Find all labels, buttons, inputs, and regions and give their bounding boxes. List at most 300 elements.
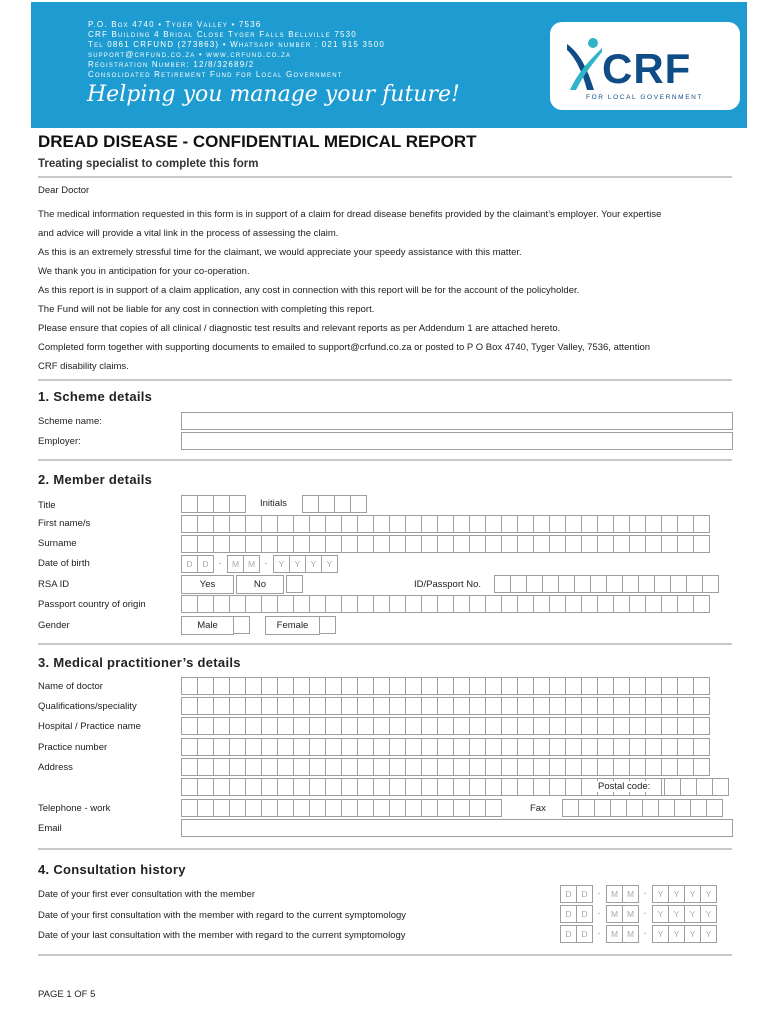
char-box[interactable] (469, 738, 486, 756)
char-box[interactable] (373, 515, 390, 533)
char-box[interactable] (357, 535, 374, 553)
char-box[interactable] (341, 677, 358, 695)
char-box[interactable] (597, 515, 614, 533)
char-box[interactable] (389, 697, 406, 715)
gender-male-check-box[interactable] (233, 616, 249, 634)
char-box[interactable] (293, 697, 310, 715)
char-box[interactable] (453, 758, 470, 776)
char-box[interactable] (197, 738, 214, 756)
char-box[interactable] (277, 717, 294, 735)
char-box[interactable] (517, 758, 534, 776)
char-box[interactable] (277, 535, 294, 553)
char-box[interactable] (213, 738, 230, 756)
char-box[interactable] (437, 738, 454, 756)
char-box[interactable] (261, 535, 278, 553)
char-box[interactable] (629, 515, 646, 533)
char-box[interactable] (213, 717, 230, 735)
char-box[interactable] (501, 595, 518, 613)
char-box[interactable] (581, 515, 598, 533)
date-char-box[interactable]: D (576, 905, 593, 923)
date-char-box[interactable]: Y (700, 905, 717, 923)
char-box[interactable] (293, 677, 310, 695)
char-box[interactable] (373, 677, 390, 695)
char-box[interactable] (245, 717, 262, 735)
date-char-box[interactable]: M (606, 885, 623, 903)
char-box[interactable] (405, 758, 422, 776)
char-box[interactable] (629, 595, 646, 613)
char-box[interactable] (565, 778, 582, 796)
char-box[interactable] (405, 595, 422, 613)
char-box[interactable] (597, 758, 614, 776)
char-box[interactable] (533, 677, 550, 695)
char-box[interactable] (293, 535, 310, 553)
char-box[interactable] (629, 677, 646, 695)
char-box[interactable] (229, 495, 246, 513)
date-char-box[interactable]: Y (652, 905, 669, 923)
char-box[interactable] (642, 799, 659, 817)
char-box[interactable] (517, 778, 534, 796)
char-box[interactable] (658, 799, 675, 817)
char-box[interactable] (469, 535, 486, 553)
char-box[interactable] (197, 515, 214, 533)
char-box[interactable] (389, 717, 406, 735)
char-box[interactable] (597, 677, 614, 695)
char-box[interactable] (693, 738, 710, 756)
char-box[interactable] (197, 697, 214, 715)
char-box[interactable] (453, 697, 470, 715)
char-box[interactable] (677, 717, 694, 735)
char-box[interactable] (421, 535, 438, 553)
char-box[interactable] (302, 495, 319, 513)
char-box[interactable] (405, 738, 422, 756)
char-box[interactable] (562, 799, 579, 817)
char-box[interactable] (373, 717, 390, 735)
char-box[interactable] (277, 758, 294, 776)
char-box[interactable] (261, 515, 278, 533)
char-box[interactable] (197, 677, 214, 695)
char-box[interactable] (485, 758, 502, 776)
char-box[interactable] (373, 595, 390, 613)
char-box[interactable] (325, 515, 342, 533)
char-box[interactable] (245, 799, 262, 817)
char-box[interactable] (597, 738, 614, 756)
char-box[interactable] (686, 575, 703, 593)
char-box[interactable] (437, 697, 454, 715)
char-box[interactable] (245, 535, 262, 553)
char-box[interactable] (597, 697, 614, 715)
char-box[interactable] (421, 799, 438, 817)
char-box[interactable] (389, 778, 406, 796)
char-box[interactable] (405, 535, 422, 553)
char-box[interactable] (325, 595, 342, 613)
char-box[interactable] (213, 515, 230, 533)
char-box[interactable] (213, 535, 230, 553)
date-char-box[interactable]: Y (668, 925, 685, 943)
char-box[interactable] (629, 535, 646, 553)
date-char-box[interactable]: D (560, 925, 577, 943)
first-ever-consultation-date-boxes[interactable] (560, 885, 716, 903)
char-box[interactable] (229, 677, 246, 695)
char-box[interactable] (485, 799, 502, 817)
date-char-box[interactable]: Y (668, 885, 685, 903)
char-box[interactable] (197, 717, 214, 735)
postal-code-boxes[interactable] (664, 778, 728, 796)
char-box[interactable] (213, 697, 230, 715)
char-box[interactable] (645, 677, 662, 695)
char-box[interactable] (373, 738, 390, 756)
char-box[interactable] (357, 677, 374, 695)
char-box[interactable] (341, 515, 358, 533)
char-box[interactable] (597, 535, 614, 553)
date-char-box[interactable]: Y (700, 885, 717, 903)
char-box[interactable] (693, 595, 710, 613)
char-box[interactable] (549, 595, 566, 613)
char-box[interactable] (213, 677, 230, 695)
char-box[interactable] (597, 717, 614, 735)
qualifications-boxes[interactable] (181, 697, 709, 715)
char-box[interactable] (661, 677, 678, 695)
char-box[interactable] (661, 697, 678, 715)
date-char-box[interactable]: D (197, 555, 214, 573)
char-box[interactable] (277, 738, 294, 756)
char-box[interactable] (661, 515, 678, 533)
char-box[interactable] (485, 677, 502, 695)
date-char-box[interactable]: M (227, 555, 244, 573)
char-box[interactable] (261, 717, 278, 735)
char-box[interactable] (597, 595, 614, 613)
char-box[interactable] (565, 535, 582, 553)
char-box[interactable] (533, 595, 550, 613)
char-box[interactable] (565, 515, 582, 533)
char-box[interactable] (590, 575, 607, 593)
char-box[interactable] (245, 697, 262, 715)
char-box[interactable] (594, 799, 611, 817)
char-box[interactable] (542, 575, 559, 593)
char-box[interactable] (229, 738, 246, 756)
char-box[interactable] (309, 515, 326, 533)
char-box[interactable] (373, 799, 390, 817)
telephone-boxes[interactable] (181, 799, 501, 817)
char-box[interactable] (197, 799, 214, 817)
doctor-name-boxes[interactable] (181, 677, 709, 695)
char-box[interactable] (181, 778, 198, 796)
date-char-box[interactable]: Y (305, 555, 322, 573)
char-box[interactable] (357, 717, 374, 735)
char-box[interactable] (680, 778, 697, 796)
char-box[interactable] (405, 697, 422, 715)
char-box[interactable] (437, 515, 454, 533)
char-box[interactable] (510, 575, 527, 593)
char-box[interactable] (501, 778, 518, 796)
char-box[interactable] (309, 778, 326, 796)
char-box[interactable] (341, 697, 358, 715)
char-box[interactable] (437, 595, 454, 613)
char-box[interactable] (245, 758, 262, 776)
char-box[interactable] (421, 677, 438, 695)
email-field[interactable] (181, 819, 733, 837)
char-box[interactable] (181, 799, 198, 817)
char-box[interactable] (693, 515, 710, 533)
char-box[interactable] (229, 758, 246, 776)
char-box[interactable] (389, 799, 406, 817)
char-box[interactable] (629, 758, 646, 776)
char-box[interactable] (453, 799, 470, 817)
char-box[interactable] (702, 575, 719, 593)
char-box[interactable] (626, 799, 643, 817)
char-box[interactable] (341, 535, 358, 553)
char-box[interactable] (613, 697, 630, 715)
char-box[interactable] (485, 738, 502, 756)
title-boxes[interactable] (181, 495, 245, 513)
char-box[interactable] (565, 677, 582, 695)
char-box[interactable] (661, 535, 678, 553)
char-box[interactable] (613, 717, 630, 735)
char-box[interactable] (501, 758, 518, 776)
char-box[interactable] (549, 778, 566, 796)
char-box[interactable] (318, 495, 335, 513)
date-char-box[interactable]: Y (668, 905, 685, 923)
char-box[interactable] (309, 595, 326, 613)
char-box[interactable] (277, 778, 294, 796)
char-box[interactable] (261, 738, 278, 756)
date-char-box[interactable]: M (622, 885, 639, 903)
char-box[interactable] (421, 717, 438, 735)
char-box[interactable] (319, 616, 336, 634)
char-box[interactable] (373, 778, 390, 796)
char-box[interactable] (341, 758, 358, 776)
char-box[interactable] (245, 738, 262, 756)
char-box[interactable] (261, 677, 278, 695)
char-box[interactable] (613, 758, 630, 776)
char-box[interactable] (309, 799, 326, 817)
char-box[interactable] (293, 778, 310, 796)
char-box[interactable] (549, 515, 566, 533)
employer-field[interactable] (181, 432, 733, 450)
char-box[interactable] (437, 535, 454, 553)
char-box[interactable] (485, 515, 502, 533)
char-box[interactable] (405, 799, 422, 817)
char-box[interactable] (693, 717, 710, 735)
char-box[interactable] (533, 535, 550, 553)
first-names-boxes[interactable] (181, 515, 709, 533)
char-box[interactable] (181, 758, 198, 776)
char-box[interactable] (213, 799, 230, 817)
date-char-box[interactable]: Y (652, 885, 669, 903)
char-box[interactable] (526, 575, 543, 593)
char-box[interactable] (341, 778, 358, 796)
char-box[interactable] (293, 799, 310, 817)
char-box[interactable] (261, 799, 278, 817)
char-box[interactable] (677, 595, 694, 613)
date-char-box[interactable]: Y (652, 925, 669, 943)
char-box[interactable] (677, 515, 694, 533)
initials-boxes[interactable] (302, 495, 366, 513)
date-char-box[interactable]: Y (684, 885, 701, 903)
char-box[interactable] (389, 738, 406, 756)
date-char-box[interactable]: D (560, 885, 577, 903)
char-box[interactable] (325, 778, 342, 796)
char-box[interactable] (334, 495, 351, 513)
char-box[interactable] (565, 758, 582, 776)
char-box[interactable] (245, 778, 262, 796)
char-box[interactable] (645, 697, 662, 715)
date-char-box[interactable]: M (243, 555, 260, 573)
char-box[interactable] (645, 738, 662, 756)
char-box[interactable] (229, 535, 246, 553)
char-box[interactable] (405, 778, 422, 796)
char-box[interactable] (469, 677, 486, 695)
char-box[interactable] (517, 717, 534, 735)
char-box[interactable] (309, 697, 326, 715)
char-box[interactable] (690, 799, 707, 817)
char-box[interactable] (421, 595, 438, 613)
char-box[interactable] (277, 595, 294, 613)
char-box[interactable] (549, 758, 566, 776)
char-box[interactable] (469, 758, 486, 776)
char-box[interactable] (645, 595, 662, 613)
rsa-id-check-box[interactable] (286, 575, 302, 593)
char-box[interactable] (549, 677, 566, 695)
char-box[interactable] (357, 697, 374, 715)
char-box[interactable] (453, 738, 470, 756)
char-box[interactable] (485, 717, 502, 735)
char-box[interactable] (181, 595, 198, 613)
char-box[interactable] (469, 778, 486, 796)
char-box[interactable] (373, 758, 390, 776)
char-box[interactable] (494, 575, 511, 593)
char-box[interactable] (261, 758, 278, 776)
char-box[interactable] (233, 616, 250, 634)
char-box[interactable] (613, 595, 630, 613)
char-box[interactable] (533, 515, 550, 533)
char-box[interactable] (469, 697, 486, 715)
char-box[interactable] (613, 677, 630, 695)
date-char-box[interactable]: M (622, 905, 639, 923)
char-box[interactable] (293, 758, 310, 776)
char-box[interactable] (501, 515, 518, 533)
char-box[interactable] (197, 595, 214, 613)
char-box[interactable] (645, 515, 662, 533)
char-box[interactable] (181, 738, 198, 756)
char-box[interactable] (389, 677, 406, 695)
char-box[interactable] (421, 778, 438, 796)
char-box[interactable] (606, 575, 623, 593)
char-box[interactable] (421, 515, 438, 533)
char-box[interactable] (437, 677, 454, 695)
char-box[interactable] (389, 595, 406, 613)
char-box[interactable] (533, 717, 550, 735)
gender-female-check-box[interactable] (319, 616, 335, 634)
char-box[interactable] (613, 535, 630, 553)
char-box[interactable] (245, 515, 262, 533)
char-box[interactable] (197, 535, 214, 553)
gender-female-option[interactable]: Female (265, 616, 320, 635)
char-box[interactable] (261, 595, 278, 613)
char-box[interactable] (581, 677, 598, 695)
char-box[interactable] (277, 677, 294, 695)
char-box[interactable] (325, 697, 342, 715)
char-box[interactable] (485, 697, 502, 715)
char-box[interactable] (549, 535, 566, 553)
date-char-box[interactable]: Y (321, 555, 338, 573)
char-box[interactable] (645, 717, 662, 735)
char-box[interactable] (197, 778, 214, 796)
char-box[interactable] (706, 799, 723, 817)
char-box[interactable] (664, 778, 681, 796)
char-box[interactable] (357, 515, 374, 533)
char-box[interactable] (501, 535, 518, 553)
char-box[interactable] (485, 778, 502, 796)
scheme-name-field[interactable] (181, 412, 733, 430)
char-box[interactable] (629, 717, 646, 735)
char-box[interactable] (453, 778, 470, 796)
char-box[interactable] (261, 778, 278, 796)
char-box[interactable] (357, 799, 374, 817)
char-box[interactable] (693, 535, 710, 553)
char-box[interactable] (405, 677, 422, 695)
char-box[interactable] (309, 677, 326, 695)
char-box[interactable] (610, 799, 627, 817)
date-char-box[interactable]: Y (700, 925, 717, 943)
char-box[interactable] (677, 535, 694, 553)
char-box[interactable] (325, 717, 342, 735)
char-box[interactable] (229, 799, 246, 817)
char-box[interactable] (181, 515, 198, 533)
char-box[interactable] (533, 738, 550, 756)
char-box[interactable] (501, 738, 518, 756)
char-box[interactable] (213, 778, 230, 796)
char-box[interactable] (674, 799, 691, 817)
char-box[interactable] (309, 535, 326, 553)
char-box[interactable] (485, 595, 502, 613)
char-box[interactable] (533, 697, 550, 715)
date-char-box[interactable]: Y (273, 555, 290, 573)
char-box[interactable] (181, 697, 198, 715)
char-box[interactable] (229, 515, 246, 533)
char-box[interactable] (229, 697, 246, 715)
char-box[interactable] (661, 738, 678, 756)
char-box[interactable] (485, 535, 502, 553)
char-box[interactable] (693, 758, 710, 776)
char-box[interactable] (437, 717, 454, 735)
char-box[interactable] (389, 515, 406, 533)
char-box[interactable] (574, 575, 591, 593)
char-box[interactable] (229, 717, 246, 735)
char-box[interactable] (533, 758, 550, 776)
first-symptom-consultation-date-boxes[interactable] (560, 905, 716, 923)
char-box[interactable] (677, 738, 694, 756)
gender-male-option[interactable]: Male (181, 616, 234, 635)
surname-boxes[interactable] (181, 535, 709, 553)
char-box[interactable] (565, 595, 582, 613)
char-box[interactable] (517, 697, 534, 715)
char-box[interactable] (325, 738, 342, 756)
char-box[interactable] (645, 758, 662, 776)
char-box[interactable] (645, 535, 662, 553)
char-box[interactable] (549, 717, 566, 735)
char-box[interactable] (197, 758, 214, 776)
char-box[interactable] (469, 717, 486, 735)
char-box[interactable] (261, 697, 278, 715)
char-box[interactable] (693, 697, 710, 715)
id-passport-boxes[interactable] (494, 575, 718, 593)
char-box[interactable] (501, 677, 518, 695)
char-box[interactable] (677, 677, 694, 695)
char-box[interactable] (638, 575, 655, 593)
char-box[interactable] (229, 778, 246, 796)
char-box[interactable] (565, 697, 582, 715)
char-box[interactable] (213, 758, 230, 776)
